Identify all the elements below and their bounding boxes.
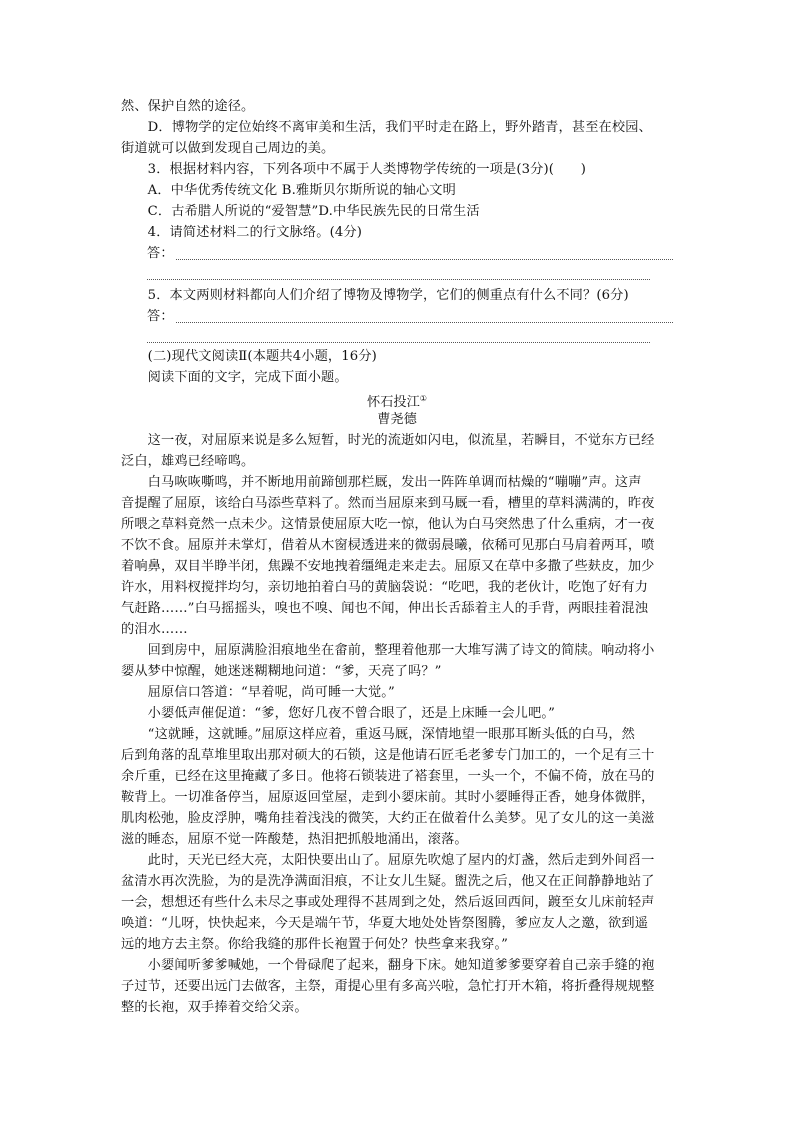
question-5: 5．本文两则材料都向人们介绍了博物及博物学，它们的侧重点有什么不同？(6分) xyxy=(121,288,629,303)
question-3: 3．根据材料内容，下列各项中不属于人类博物学传统的一项是(3分)( ) xyxy=(121,162,587,177)
answer-line xyxy=(147,342,650,343)
answer-label: 答： xyxy=(147,246,174,261)
text-line: D．博物学的定位始终不离审美和生活，我们平时走在路上，野外踏青，甚至在校园、 xyxy=(121,120,652,135)
passage-line: 后到角落的乱草堆里取出那对硕大的石锁，这是他请石匠毛老爹专门加工的，一个足有三十 xyxy=(121,748,655,763)
passage-line: 泛白，雄鸡已经啼鸣。 xyxy=(121,454,255,469)
passage-line: 的泪水…… xyxy=(121,622,188,637)
passage-line: 肌肉松弛，脸皮浮肿，嘴角挂着浅浅的微笑，大约正在做着什么美梦。见了女儿的这一美滋 xyxy=(121,811,655,826)
passage-line: 所喂之草料竟然一点未少。这情景使屈原大吃一惊，他认为白马突然患了什么重病，才一夜 xyxy=(121,517,655,532)
answer-line xyxy=(176,259,673,260)
passage-line: 鞍背上。一切准备停当，屈原返回堂屋，走到小媭床前。其时小媭睡得正香，她身体微胖， xyxy=(121,790,655,805)
passage-line: 余斤重，已经在这里掩藏了多日。他将石锁装进了褡套里，一头一个，不偏不倚，放在马的 xyxy=(121,769,655,784)
passage-line: 子过节，还要出远门去做客，主祭，甭提心里有多高兴啦，急忙打开木箱，将折叠得规规整 xyxy=(121,979,655,994)
section-heading: (二)现代文阅读Ⅱ(本题共4小题，16分) xyxy=(121,349,377,364)
option-line: A．中华优秀传统文化 B.雅斯贝尔斯所说的轴心文明 xyxy=(121,183,456,198)
passage-line: 盆清水再次洗脸，为的是洗净满面泪痕，不让女儿生疑。盥洗之后，他又在正间静静地站了 xyxy=(121,874,655,889)
passage-line: 唤道：“儿呀，快快起来，今天是端午节，华夏大地处处皆祭图腾，爹应友人之邀，欲到遥 xyxy=(121,916,649,931)
instruction: 阅读下面的文字，完成下面小题。 xyxy=(121,370,348,385)
passage-line: 远的地方去主祭。你给我缝的那件长袍置于何处？快些拿来我穿。” xyxy=(121,937,509,952)
passage-line: 这一夜，对屈原来说是多么短暂，时光的流逝如闪电，似流星，若瞬目，不觉东方已经 xyxy=(121,433,655,448)
passage-line: 整的长袍，双手捧着交给父亲。 xyxy=(121,1000,308,1015)
passage-line: 屈原信口答道：“早着呢，尚可睡一大觉。” xyxy=(121,685,395,700)
passage-title: 怀石投江① xyxy=(367,394,427,410)
passage-line: 白马咴咴嘶鸣，并不断地用前蹄刨那栏厩，发出一阵阵单调而枯燥的“嘣嘣”声。这声 xyxy=(121,475,642,490)
passage-line: 回到房中，屈原满脸泪痕地坐在畲前，整理着他那一大堆写满了诗文的简牍。响动将小 xyxy=(121,643,655,658)
passage-line: 此时，天光已经大亮，太阳快要出山了。屈原先吹熄了屋内的灯盏，然后走到外间舀一 xyxy=(121,853,655,868)
text-line: 街道就可以做到发现自己周边的美。 xyxy=(121,141,335,156)
passage-line: 音提醒了屈原，该给白马添些草料了。然而当屈原来到马厩一看，槽里的草料满满的，昨夜 xyxy=(121,496,655,511)
passage-line: 小媭闻听爹爹喊她，一个骨碌爬了起来，翻身下床。她知道爹爹要穿着自己亲手缝的袍 xyxy=(121,958,655,973)
passage-line: 滋的睡态，屈原不觉一阵酸楚，热泪把抓般地涌出，滚落。 xyxy=(121,832,468,847)
question-4: 4．请简述材料二的行文脉络。(4分) xyxy=(121,225,363,240)
answer-label: 答： xyxy=(147,309,174,324)
passage-line: 气赶路……”白马摇摇头，嗅也不嗅、闻也不闻，伸出长舌舔着主人的手背，两眼挂着混浊 xyxy=(121,601,649,616)
answer-line xyxy=(176,322,673,323)
passage-line: 许水，用料杈搅拌均匀，亲切地拍着白马的黄脑袋说：“吃吧，我的老伙计，吃饱了好有力 xyxy=(121,580,649,595)
passage-author: 曹尧德 xyxy=(377,412,417,427)
passage-line: 不饮不食。屈原并未掌灯，借着从木窗棂透进来的微弱晨曦，依稀可见那白马肩着两耳，喷 xyxy=(121,538,655,553)
passage-line: 着响鼻，双目半睁半闭，焦躁不安地拽着缰绳走来走去。屈原又在草中多撒了些麸皮，加少 xyxy=(121,559,655,574)
passage-line: 一会，想想还有些什么未尽之事或处理得不甚周到之处，然后返回西间，踱至女儿床前轻声 xyxy=(121,895,655,910)
text-line: 然、保护自然的途径。 xyxy=(121,99,255,114)
option-line: C．古希腊人所说的“爱智慧”D.中华民族先民的日常生活 xyxy=(121,204,480,219)
passage-line: “这就睡，这就睡。”屈原这样应着，重返马厩，深情地望一眼那耳断头低的白马，然 xyxy=(121,727,636,742)
answer-line xyxy=(147,279,650,280)
passage-line: 小媭低声催促道：“爹，您好几夜不曾合眼了，还是上床睡一会儿吧。” xyxy=(121,706,555,721)
passage-line: 媭从梦中惊醒，她迷迷糊糊地问道：“爹，天亮了吗？” xyxy=(121,664,442,679)
